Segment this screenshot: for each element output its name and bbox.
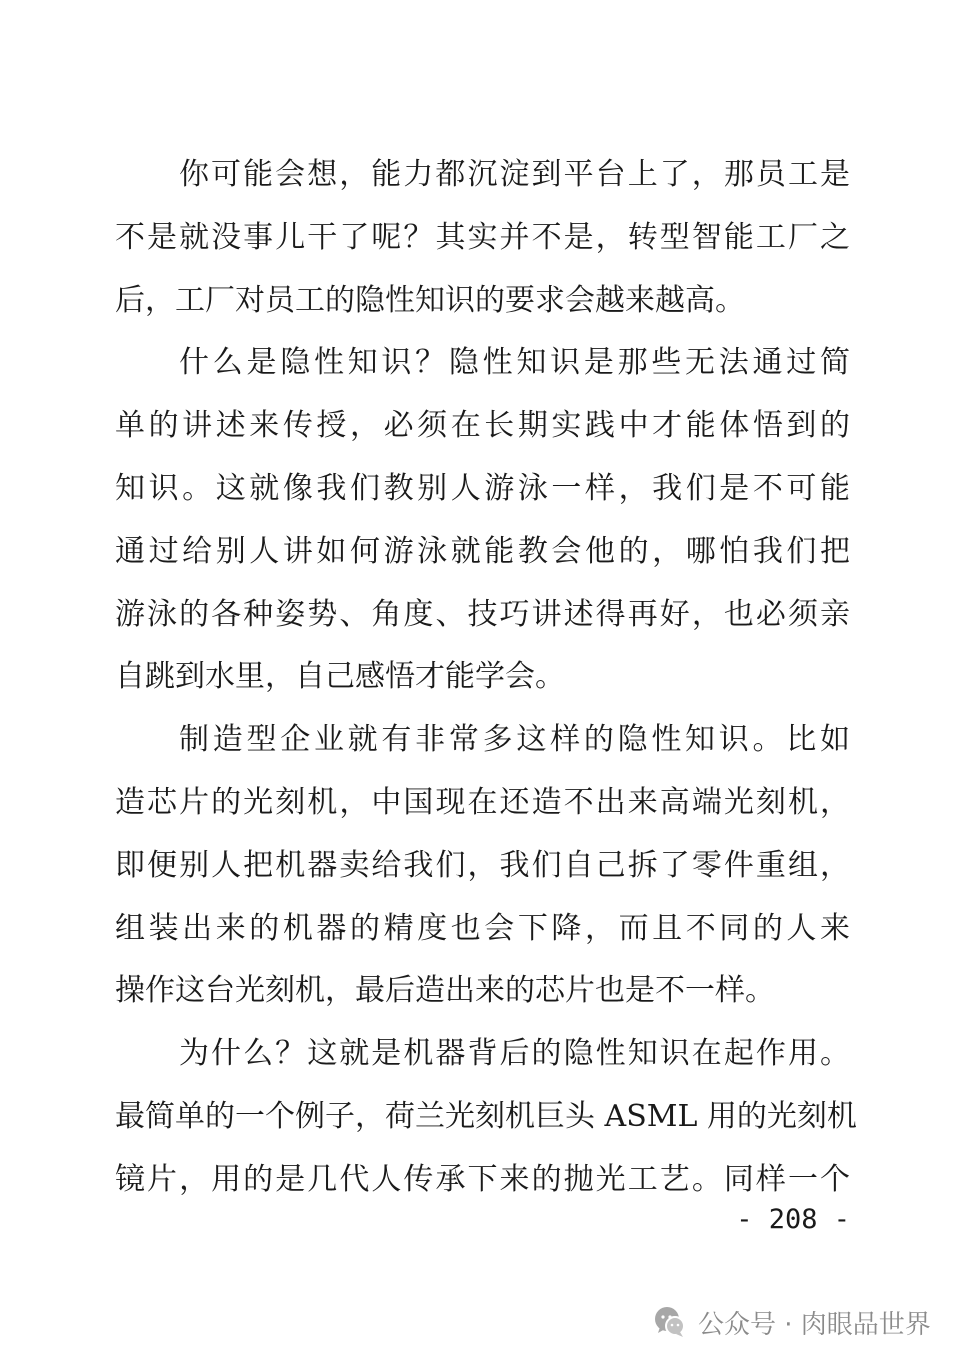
text-line: 最简单的一个例子，荷兰光刻机巨头 ASML 用的光刻机 — [115, 1098, 857, 1134]
text-line: 即便别人把机器卖给我们，我们自己拆了零件重组， — [115, 847, 850, 883]
watermark — [652, 1302, 931, 1342]
paragraph-2 — [115, 332, 850, 709]
text-line: 操作这台光刻机，最后造出来的芯片也是不一样。 — [115, 973, 775, 1009]
paragraph-4 — [115, 1023, 857, 1211]
page-number: - 208 - — [736, 1204, 850, 1235]
text-line: 知识。这就像我们教别人游泳一样，我们是不可能 — [115, 470, 850, 506]
text-line: 造芯片的光刻机，中国现在还造不出来高端光刻机， — [115, 784, 850, 820]
text-line: 镜片，用的是几代人传承下来的抛光工艺。同样一个 — [115, 1161, 850, 1197]
text-line: 通过给别人讲如何游泳就能教会他的，哪怕我们把 — [115, 533, 850, 569]
paragraph-3 — [115, 709, 850, 1023]
paragraph-1 — [115, 144, 850, 332]
text-line: 单的讲述来传授，必须在长期实践中才能体悟到的 — [115, 408, 850, 444]
watermark-text: 公众号 · 肉眼品世界 — [698, 1309, 931, 1340]
document-body — [115, 144, 857, 1212]
text-line: 不是就没事儿干了呢？其实并不是，转型智能工厂之 — [115, 219, 850, 255]
text-line: 自跳到水里，自己感悟才能学会。 — [115, 659, 565, 695]
text-line: 你可能会想，能力都沉淀到平台上了，那员工是 — [179, 157, 850, 192]
wechat-icon — [652, 1304, 688, 1340]
text-line: 制造型企业就有非常多这样的隐性知识。比如 — [179, 722, 850, 758]
text-line: 游泳的各种姿势、角度、技巧讲述得再好，也必须亲 — [115, 596, 850, 632]
text-line: 为什么？这就是机器背后的隐性知识在起作用。 — [179, 1036, 850, 1072]
text-line: 组装出来的机器的精度也会下降，而且不同的人来 — [115, 910, 850, 946]
text-line: 什么是隐性知识？隐性知识是那些无法通过简 — [179, 345, 850, 381]
text-line: 后，工厂对员工的隐性知识的要求会越来越高。 — [115, 282, 745, 318]
